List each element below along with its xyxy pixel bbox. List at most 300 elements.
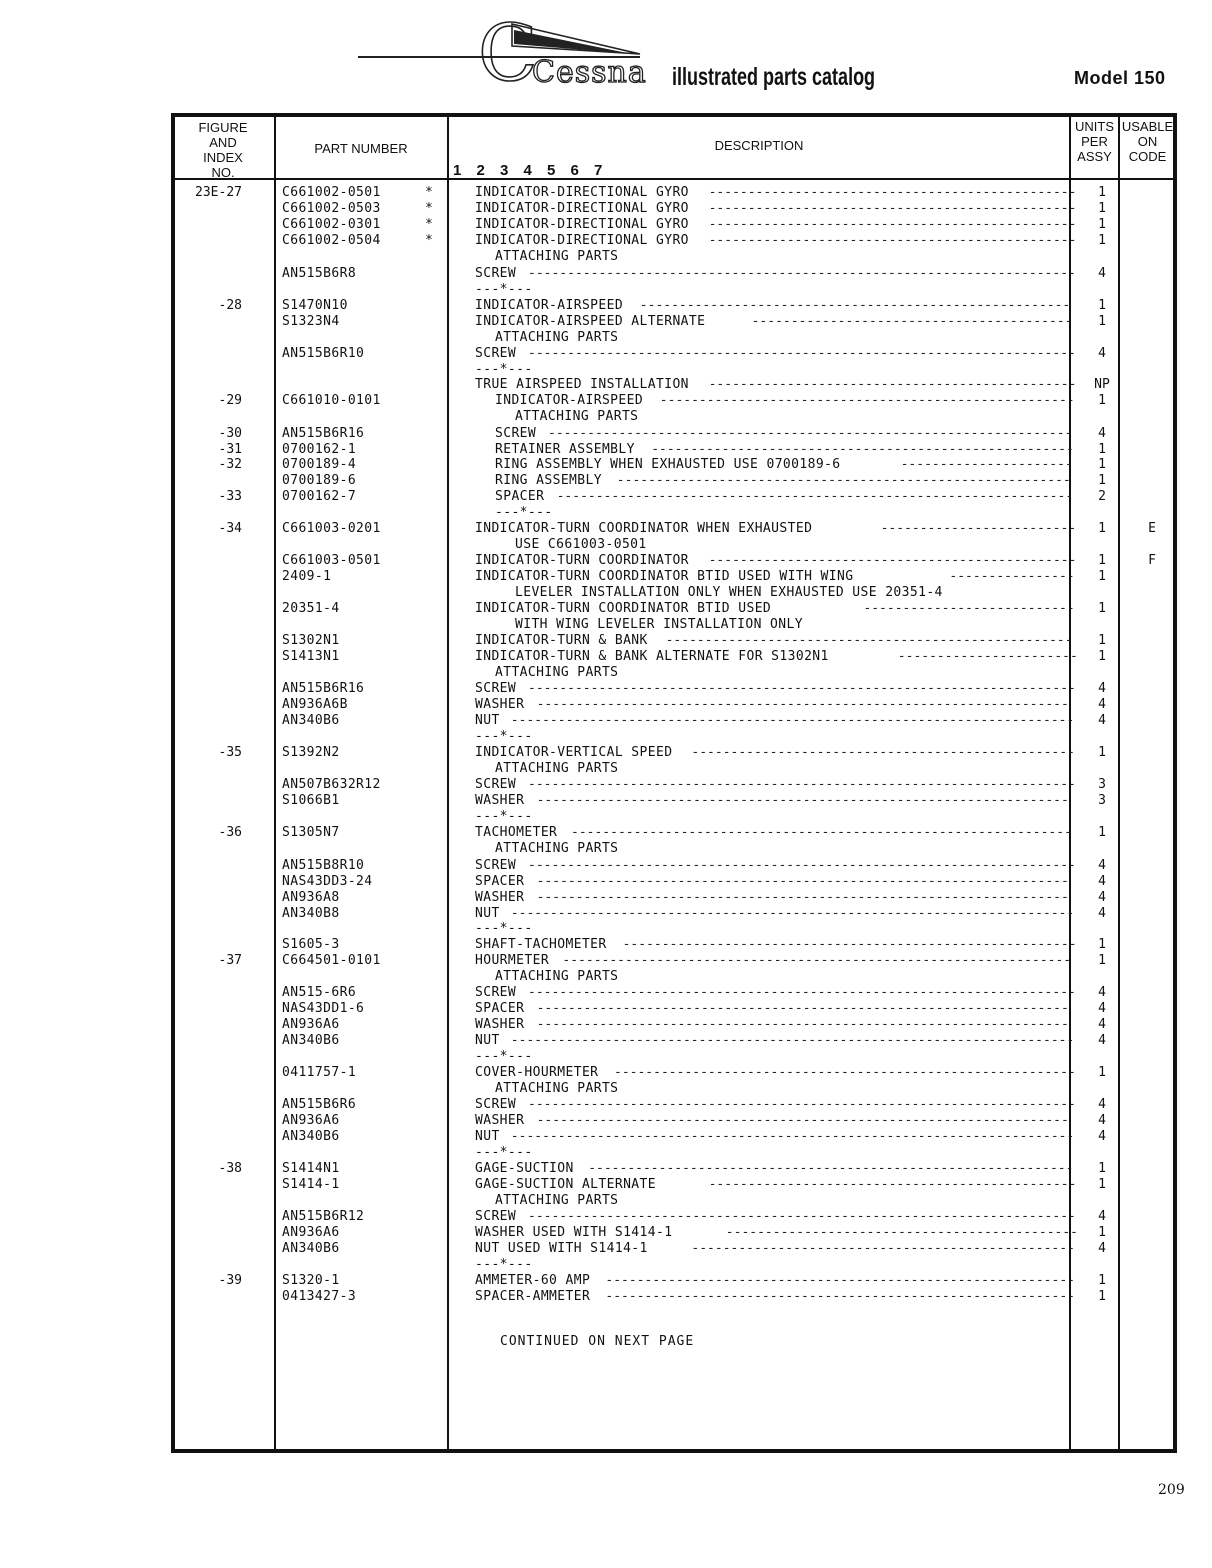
part-description: ATTACHING PARTS — [495, 665, 619, 680]
part-description: NUT — [475, 713, 500, 728]
figure-index: -35 — [218, 745, 242, 760]
units-per-assy: 4 — [1098, 1017, 1106, 1032]
table-row — [0, 953, 1212, 969]
part-number: S1413N1 — [282, 649, 340, 664]
table-row — [0, 825, 1212, 841]
part-description: GAGE-SUCTION — [475, 1161, 574, 1176]
figure-index: -32 — [218, 457, 242, 472]
logo-c-letter: C — [478, 9, 538, 99]
part-description: WASHER — [475, 1113, 525, 1128]
part-description: INDICATOR-TURN COORDINATOR BTID USED — [475, 601, 772, 616]
table-row — [0, 617, 1212, 633]
units-per-assy: 1 — [1098, 1289, 1106, 1304]
part-description: SCREW — [475, 777, 517, 792]
table-row — [0, 874, 1212, 890]
units-per-assy: NP — [1094, 377, 1110, 392]
table-row — [0, 1001, 1212, 1017]
figure-index: -37 — [218, 953, 242, 968]
leader-dashes: ----------------------- — [897, 649, 1078, 664]
leader-dashes: -------------------------------------------------------------------- — [536, 890, 1069, 905]
part-description: USE C661003-0501 — [515, 537, 647, 552]
table-row — [0, 298, 1212, 314]
leader-dashes: ----------------------------------------------- — [708, 553, 1077, 568]
table-row — [0, 266, 1212, 282]
leader-dashes: ----------------------------------------------------- — [659, 393, 1075, 408]
part-description: ---*--- — [475, 921, 533, 936]
part-description: INDICATOR-AIRSPEED — [495, 393, 644, 408]
part-number: AN515B6R8 — [282, 266, 357, 281]
table-row — [0, 1081, 1212, 1097]
table-row — [0, 1033, 1212, 1049]
table-row — [0, 505, 1212, 521]
part-description: INDICATOR-DIRECTIONAL GYRO — [475, 233, 689, 248]
part-description: ATTACHING PARTS — [495, 249, 619, 264]
units-per-assy: 4 — [1098, 426, 1106, 441]
leader-dashes: ------------------------------------------------------------------------ — [510, 1129, 1075, 1144]
header-line: PER — [1081, 134, 1108, 149]
part-description: ATTACHING PARTS — [495, 969, 619, 984]
leader-dashes: ---------------------------------------------------------- — [616, 473, 1071, 488]
part-description: ---*--- — [475, 809, 533, 824]
part-description: NUT USED WITH S1414-1 — [475, 1241, 648, 1256]
leader-dashes: --------------------------- — [863, 601, 1075, 616]
part-description: INDICATOR-TURN COORDINATOR — [475, 553, 689, 568]
table-row — [0, 217, 1212, 233]
table-row — [0, 1065, 1212, 1081]
leader-dashes: ---------------------------------------------------------------- — [571, 825, 1072, 840]
leader-dashes: ---------------------------------------------------------------------- — [528, 346, 1076, 361]
leader-dashes: ---------------------------------------------------- — [665, 633, 1073, 648]
part-description: INDICATOR-DIRECTIONAL GYRO — [475, 217, 689, 232]
part-number: S1470N10 — [282, 298, 348, 313]
table-row — [0, 314, 1212, 330]
leader-dashes: ----------------------------------------------- — [708, 377, 1077, 392]
table-row — [0, 569, 1212, 585]
indent-digits: 1 2 3 4 5 6 7 — [453, 162, 608, 179]
part-description: SCREW — [495, 426, 537, 441]
figure-index: -38 — [218, 1161, 242, 1176]
part-description: ATTACHING PARTS — [495, 761, 619, 776]
part-number: AN515-6R6 — [282, 985, 357, 1000]
units-per-assy: 1 — [1098, 185, 1106, 200]
units-per-assy: 4 — [1098, 713, 1106, 728]
asterisk-marker: * — [425, 185, 433, 200]
table-row — [0, 185, 1212, 201]
header-line: UNITS — [1075, 119, 1114, 134]
table-row — [0, 761, 1212, 777]
table-row — [0, 745, 1212, 761]
leader-dashes: ------------------------------------------------------------------------ — [510, 906, 1075, 921]
part-number: AN936A6 — [282, 1017, 340, 1032]
part-description: ATTACHING PARTS — [495, 330, 619, 345]
units-per-assy: 4 — [1098, 1033, 1106, 1048]
part-description: WASHER — [475, 890, 525, 905]
table-row — [0, 489, 1212, 505]
leader-dashes: ---------------------------------------------------------------------- — [528, 1097, 1076, 1112]
leader-dashes: --------------------------------------------- — [725, 1225, 1078, 1240]
units-per-assy: 4 — [1098, 906, 1106, 921]
table-row — [0, 1257, 1212, 1273]
part-description: WITH WING LEVELER INSTALLATION ONLY — [515, 617, 803, 632]
leader-dashes: ------------------------- — [880, 521, 1077, 536]
leader-dashes: ---------------------- — [900, 457, 1073, 472]
figure-index: -31 — [218, 442, 242, 457]
header-line: CODE — [1128, 149, 1167, 164]
part-number: NAS43DD3-24 — [282, 874, 373, 889]
header-line: FIGURE — [198, 120, 248, 135]
table-row — [0, 713, 1212, 729]
units-per-assy: 1 — [1098, 314, 1106, 329]
leader-dashes: ------------------------------------------------------- — [639, 298, 1071, 313]
part-number: 0700189-4 — [282, 457, 357, 472]
part-description: SCREW — [475, 681, 517, 696]
leader-dashes: -------------------------------------------------------------------- — [536, 1113, 1069, 1128]
units-per-assy: 1 — [1098, 1273, 1106, 1288]
part-number: C661002-0501 — [282, 185, 381, 200]
units-per-assy: 1 — [1098, 442, 1106, 457]
part-description: WASHER — [475, 1017, 525, 1032]
part-description: WASHER USED WITH S1414-1 — [475, 1225, 673, 1240]
part-description: RING ASSEMBLY WHEN EXHAUSTED USE 0700189-6 — [495, 457, 841, 472]
header-divider — [171, 178, 1177, 180]
part-number: 0700189-6 — [282, 473, 357, 488]
units-per-assy: 1 — [1098, 745, 1106, 760]
part-description: ---*--- — [475, 1049, 533, 1064]
part-number: 20351-4 — [282, 601, 340, 616]
table-row — [0, 473, 1212, 489]
leader-dashes: ---------------------------------------------------------------------- — [528, 1209, 1076, 1224]
part-description: INDICATOR-TURN COORDINATOR BTID USED WITH WING — [475, 569, 854, 584]
table-row — [0, 537, 1212, 553]
part-description: NUT — [475, 1129, 500, 1144]
units-per-assy: 4 — [1098, 697, 1106, 712]
table-row — [0, 346, 1212, 362]
units-per-assy: 4 — [1098, 890, 1106, 905]
part-description: SCREW — [475, 858, 517, 873]
table-row — [0, 1273, 1212, 1289]
table-row — [0, 841, 1212, 857]
asterisk-marker: * — [425, 201, 433, 216]
units-column-header — [1071, 119, 1118, 164]
units-per-assy: 1 — [1098, 649, 1106, 664]
leader-dashes: ---------------------------------------------------------------------- — [528, 681, 1076, 696]
figure-index: -36 — [218, 825, 242, 840]
leader-dashes: -------------------------------------------------------------- — [588, 1161, 1074, 1176]
units-per-assy: 4 — [1098, 874, 1106, 889]
table-row — [0, 1225, 1212, 1241]
units-per-assy: 4 — [1098, 858, 1106, 873]
part-description: SCREW — [475, 266, 517, 281]
table-row — [0, 729, 1212, 745]
model-label: Model 150 — [1074, 68, 1166, 88]
units-per-assy: 2 — [1098, 489, 1106, 504]
part-description: ---*--- — [495, 505, 553, 520]
units-per-assy: 4 — [1098, 1209, 1106, 1224]
part-description: NUT — [475, 1033, 500, 1048]
part-description: INDICATOR-DIRECTIONAL GYRO — [475, 201, 689, 216]
part-number: AN340B8 — [282, 906, 340, 921]
table-row — [0, 1177, 1212, 1193]
table-row — [0, 409, 1212, 425]
part-description: GAGE-SUCTION ALTERNATE — [475, 1177, 656, 1192]
part-number: S1605-3 — [282, 937, 340, 952]
leader-dashes: -------------------------------------------------------------------- — [536, 697, 1069, 712]
part-description: INDICATOR-TURN & BANK ALTERNATE FOR S1302N1 — [475, 649, 829, 664]
leader-dashes: ------------------------------------------------------------ — [605, 1273, 1075, 1288]
table-row — [0, 793, 1212, 809]
part-number-column-header: PART NUMBER — [314, 141, 408, 156]
units-per-assy: 3 — [1098, 777, 1106, 792]
asterisk-marker: * — [425, 217, 433, 232]
table-row — [0, 249, 1212, 265]
table-row — [0, 1289, 1212, 1305]
table-row — [0, 426, 1212, 442]
leader-dashes: ------------------------------------------------- — [691, 1241, 1075, 1256]
units-per-assy: 1 — [1098, 1225, 1106, 1240]
usable-on-code: E — [1148, 521, 1156, 536]
leader-dashes: ---------------------------------------------------------------------- — [528, 985, 1076, 1000]
header-line: AND — [209, 135, 237, 150]
part-number: AN340B6 — [282, 713, 340, 728]
units-per-assy: 1 — [1098, 473, 1106, 488]
part-description: RING ASSEMBLY — [495, 473, 602, 488]
part-description: SCREW — [475, 985, 517, 1000]
part-number: 0413427-3 — [282, 1289, 357, 1304]
units-per-assy: 4 — [1098, 1113, 1106, 1128]
table-row — [0, 1193, 1212, 1209]
part-description: ---*--- — [475, 1257, 533, 1272]
leader-dashes: ------------------------------------------------- — [691, 745, 1075, 760]
units-per-assy: 4 — [1098, 1241, 1106, 1256]
units-per-assy: 1 — [1098, 1177, 1106, 1192]
leader-dashes: ----------------------------------------------- — [708, 201, 1077, 216]
part-number: AN340B6 — [282, 1241, 340, 1256]
units-per-assy: 1 — [1098, 298, 1106, 313]
catalog-title: illustrated parts catalog — [672, 63, 876, 91]
page-number: 209 — [1158, 1482, 1185, 1498]
table-row — [0, 282, 1212, 298]
units-per-assy: 1 — [1098, 217, 1106, 232]
part-number: AN515B6R16 — [282, 681, 365, 696]
asterisk-marker: * — [425, 233, 433, 248]
leader-dashes: ----------------------------------------------- — [708, 185, 1077, 200]
table-row — [0, 681, 1212, 697]
table-row — [0, 665, 1212, 681]
units-per-assy: 3 — [1098, 793, 1106, 808]
table-row — [0, 937, 1212, 953]
part-number: AN515B6R6 — [282, 1097, 357, 1112]
table-row — [0, 1161, 1212, 1177]
header-line: NO. — [211, 165, 235, 180]
units-per-assy: 1 — [1098, 825, 1106, 840]
part-description: HOURMETER — [475, 953, 550, 968]
part-number: AN936A6 — [282, 1225, 340, 1240]
figure-index: -39 — [218, 1273, 242, 1288]
part-number: C661002-0504 — [282, 233, 381, 248]
part-number: 0700162-1 — [282, 442, 357, 457]
part-number: AN507B632R12 — [282, 777, 381, 792]
part-description: SCREW — [475, 346, 517, 361]
part-number: C661002-0503 — [282, 201, 381, 216]
table-row — [0, 1145, 1212, 1161]
table-row — [0, 457, 1212, 473]
part-number: C661002-0301 — [282, 217, 381, 232]
part-number: AN340B6 — [282, 1033, 340, 1048]
units-per-assy: 1 — [1098, 937, 1106, 952]
part-number: C664501-0101 — [282, 953, 381, 968]
table-row — [0, 330, 1212, 346]
leader-dashes: -------------------------------------------------------------------- — [536, 1017, 1069, 1032]
part-description: SHAFT-TACHOMETER — [475, 937, 607, 952]
table-row — [0, 585, 1212, 601]
table-row — [0, 649, 1212, 665]
leader-dashes: ----------------------------------------------- — [708, 233, 1077, 248]
part-number: AN340B6 — [282, 1129, 340, 1144]
part-description: ATTACHING PARTS — [495, 1081, 619, 1096]
leader-dashes: ------------------------------------------------------------ — [605, 1289, 1075, 1304]
table-row — [0, 233, 1212, 249]
table-row — [0, 906, 1212, 922]
table-row — [0, 633, 1212, 649]
units-per-assy: 1 — [1098, 569, 1106, 584]
part-description: SPACER-AMMETER — [475, 1289, 591, 1304]
part-number: S1323N4 — [282, 314, 340, 329]
part-number: 2409-1 — [282, 569, 332, 584]
table-row — [0, 1209, 1212, 1225]
part-description: WASHER — [475, 793, 525, 808]
leader-dashes: ------------------------------------------------------------------------ — [510, 713, 1075, 728]
part-number: AN515B6R12 — [282, 1209, 365, 1224]
units-per-assy: 4 — [1098, 1001, 1106, 1016]
table-row — [0, 921, 1212, 937]
part-number: AN936A6 — [282, 1113, 340, 1128]
part-description: ---*--- — [475, 1145, 533, 1160]
table-row — [0, 969, 1212, 985]
figure-index: -34 — [218, 521, 242, 536]
table-row — [0, 201, 1212, 217]
leader-dashes: ---------------------------------------------------------------------- — [528, 858, 1076, 873]
table-row — [0, 777, 1212, 793]
units-per-assy: 4 — [1098, 1129, 1106, 1144]
part-number: AN515B8R10 — [282, 858, 365, 873]
part-number: S1305N7 — [282, 825, 340, 840]
units-per-assy: 1 — [1098, 233, 1106, 248]
continued-note: CONTINUED ON NEXT PAGE — [500, 1334, 695, 1349]
table-row — [0, 697, 1212, 713]
table-row — [0, 1129, 1212, 1145]
part-description: INDICATOR-TURN & BANK — [475, 633, 648, 648]
part-description: ATTACHING PARTS — [495, 841, 619, 856]
part-number: S1392N2 — [282, 745, 340, 760]
part-number: 0700162-7 — [282, 489, 357, 504]
units-per-assy: 1 — [1098, 953, 1106, 968]
part-description: INDICATOR-AIRSPEED ALTERNATE — [475, 314, 706, 329]
units-per-assy: 4 — [1098, 1097, 1106, 1112]
leader-dashes: ------------------------------------------------------------------------ — [510, 1033, 1075, 1048]
leader-dashes: -------------------------------------------------------------------- — [536, 1001, 1069, 1016]
table-row — [0, 1017, 1212, 1033]
table-row — [0, 809, 1212, 825]
part-description: SPACER — [475, 874, 525, 889]
figure-index: 23E-27 — [195, 185, 242, 200]
part-number: S1320-1 — [282, 1273, 340, 1288]
part-description: INDICATOR-VERTICAL SPEED — [475, 745, 673, 760]
table-row — [0, 890, 1212, 906]
part-description: ---*--- — [475, 282, 533, 297]
part-number: C661003-0201 — [282, 521, 381, 536]
part-description: TRUE AIRSPEED INSTALLATION — [475, 377, 689, 392]
table-row — [0, 393, 1212, 409]
part-description: COVER-HOURMETER — [475, 1065, 599, 1080]
table-row — [0, 521, 1212, 537]
table-row — [0, 1097, 1212, 1113]
leader-dashes: ------------------------------------------------------------------ — [556, 489, 1074, 504]
part-description: ---*--- — [475, 729, 533, 744]
leader-dashes: -------------------------------------------------------------------- — [536, 793, 1069, 808]
units-per-assy: 4 — [1098, 346, 1106, 361]
leader-dashes: ----------------------------------------------------------- — [614, 1065, 1076, 1080]
header-line: USABLE — [1121, 119, 1174, 134]
leader-dashes: ------------------------------------------------------ — [651, 442, 1074, 457]
units-per-assy: 1 — [1098, 457, 1106, 472]
leader-dashes: ------------------------------------------------------------------- — [548, 426, 1073, 441]
table-row — [0, 601, 1212, 617]
figure-index: -30 — [218, 426, 242, 441]
part-description: INDICATOR-TURN COORDINATOR WHEN EXHAUSTED — [475, 521, 813, 536]
header-line: ASSY — [1077, 149, 1112, 164]
part-number: S1066B1 — [282, 793, 340, 808]
figure-index: -29 — [218, 393, 242, 408]
part-description: TACHOMETER — [475, 825, 558, 840]
units-per-assy: 1 — [1098, 393, 1106, 408]
units-per-assy: 1 — [1098, 553, 1106, 568]
part-number: S1302N1 — [282, 633, 340, 648]
table-row — [0, 1113, 1212, 1129]
header-line: INDEX — [203, 150, 243, 165]
leader-dashes: ---------------- — [949, 569, 1075, 584]
part-number: S1414N1 — [282, 1161, 340, 1176]
table-row — [0, 985, 1212, 1001]
part-number: 0411757-1 — [282, 1065, 357, 1080]
description-column-header: DESCRIPTION — [714, 138, 804, 153]
part-description: ATTACHING PARTS — [515, 409, 639, 424]
table-row — [0, 553, 1212, 569]
units-per-assy: 4 — [1098, 985, 1106, 1000]
leader-dashes: ----------------------------------------- — [751, 314, 1073, 329]
part-number: NAS43DD1-6 — [282, 1001, 365, 1016]
part-description: ---*--- — [475, 362, 533, 377]
part-description: WASHER — [475, 697, 525, 712]
part-description: SPACER — [495, 489, 545, 504]
units-per-assy: 1 — [1098, 1065, 1106, 1080]
part-description: SPACER — [475, 1001, 525, 1016]
part-description: SCREW — [475, 1209, 517, 1224]
part-number: AN936A6B — [282, 697, 348, 712]
leader-dashes: -------------------------------------------------------------------- — [536, 874, 1069, 889]
part-number: C661003-0501 — [282, 553, 381, 568]
figure-index: -28 — [218, 298, 242, 313]
units-per-assy: 4 — [1098, 681, 1106, 696]
usable-on-code: F — [1148, 553, 1156, 568]
part-description: AMMETER-60 AMP — [475, 1273, 591, 1288]
table-row — [0, 442, 1212, 458]
table-row — [0, 377, 1212, 393]
figure-index: -33 — [218, 489, 242, 504]
leader-dashes: ---------------------------------------------------------------------- — [528, 777, 1076, 792]
leader-dashes: ---------------------------------------------------------- — [622, 937, 1077, 952]
leader-dashes: ----------------------------------------------------------------- — [562, 953, 1072, 968]
part-description: RETAINER ASSEMBLY — [495, 442, 635, 457]
